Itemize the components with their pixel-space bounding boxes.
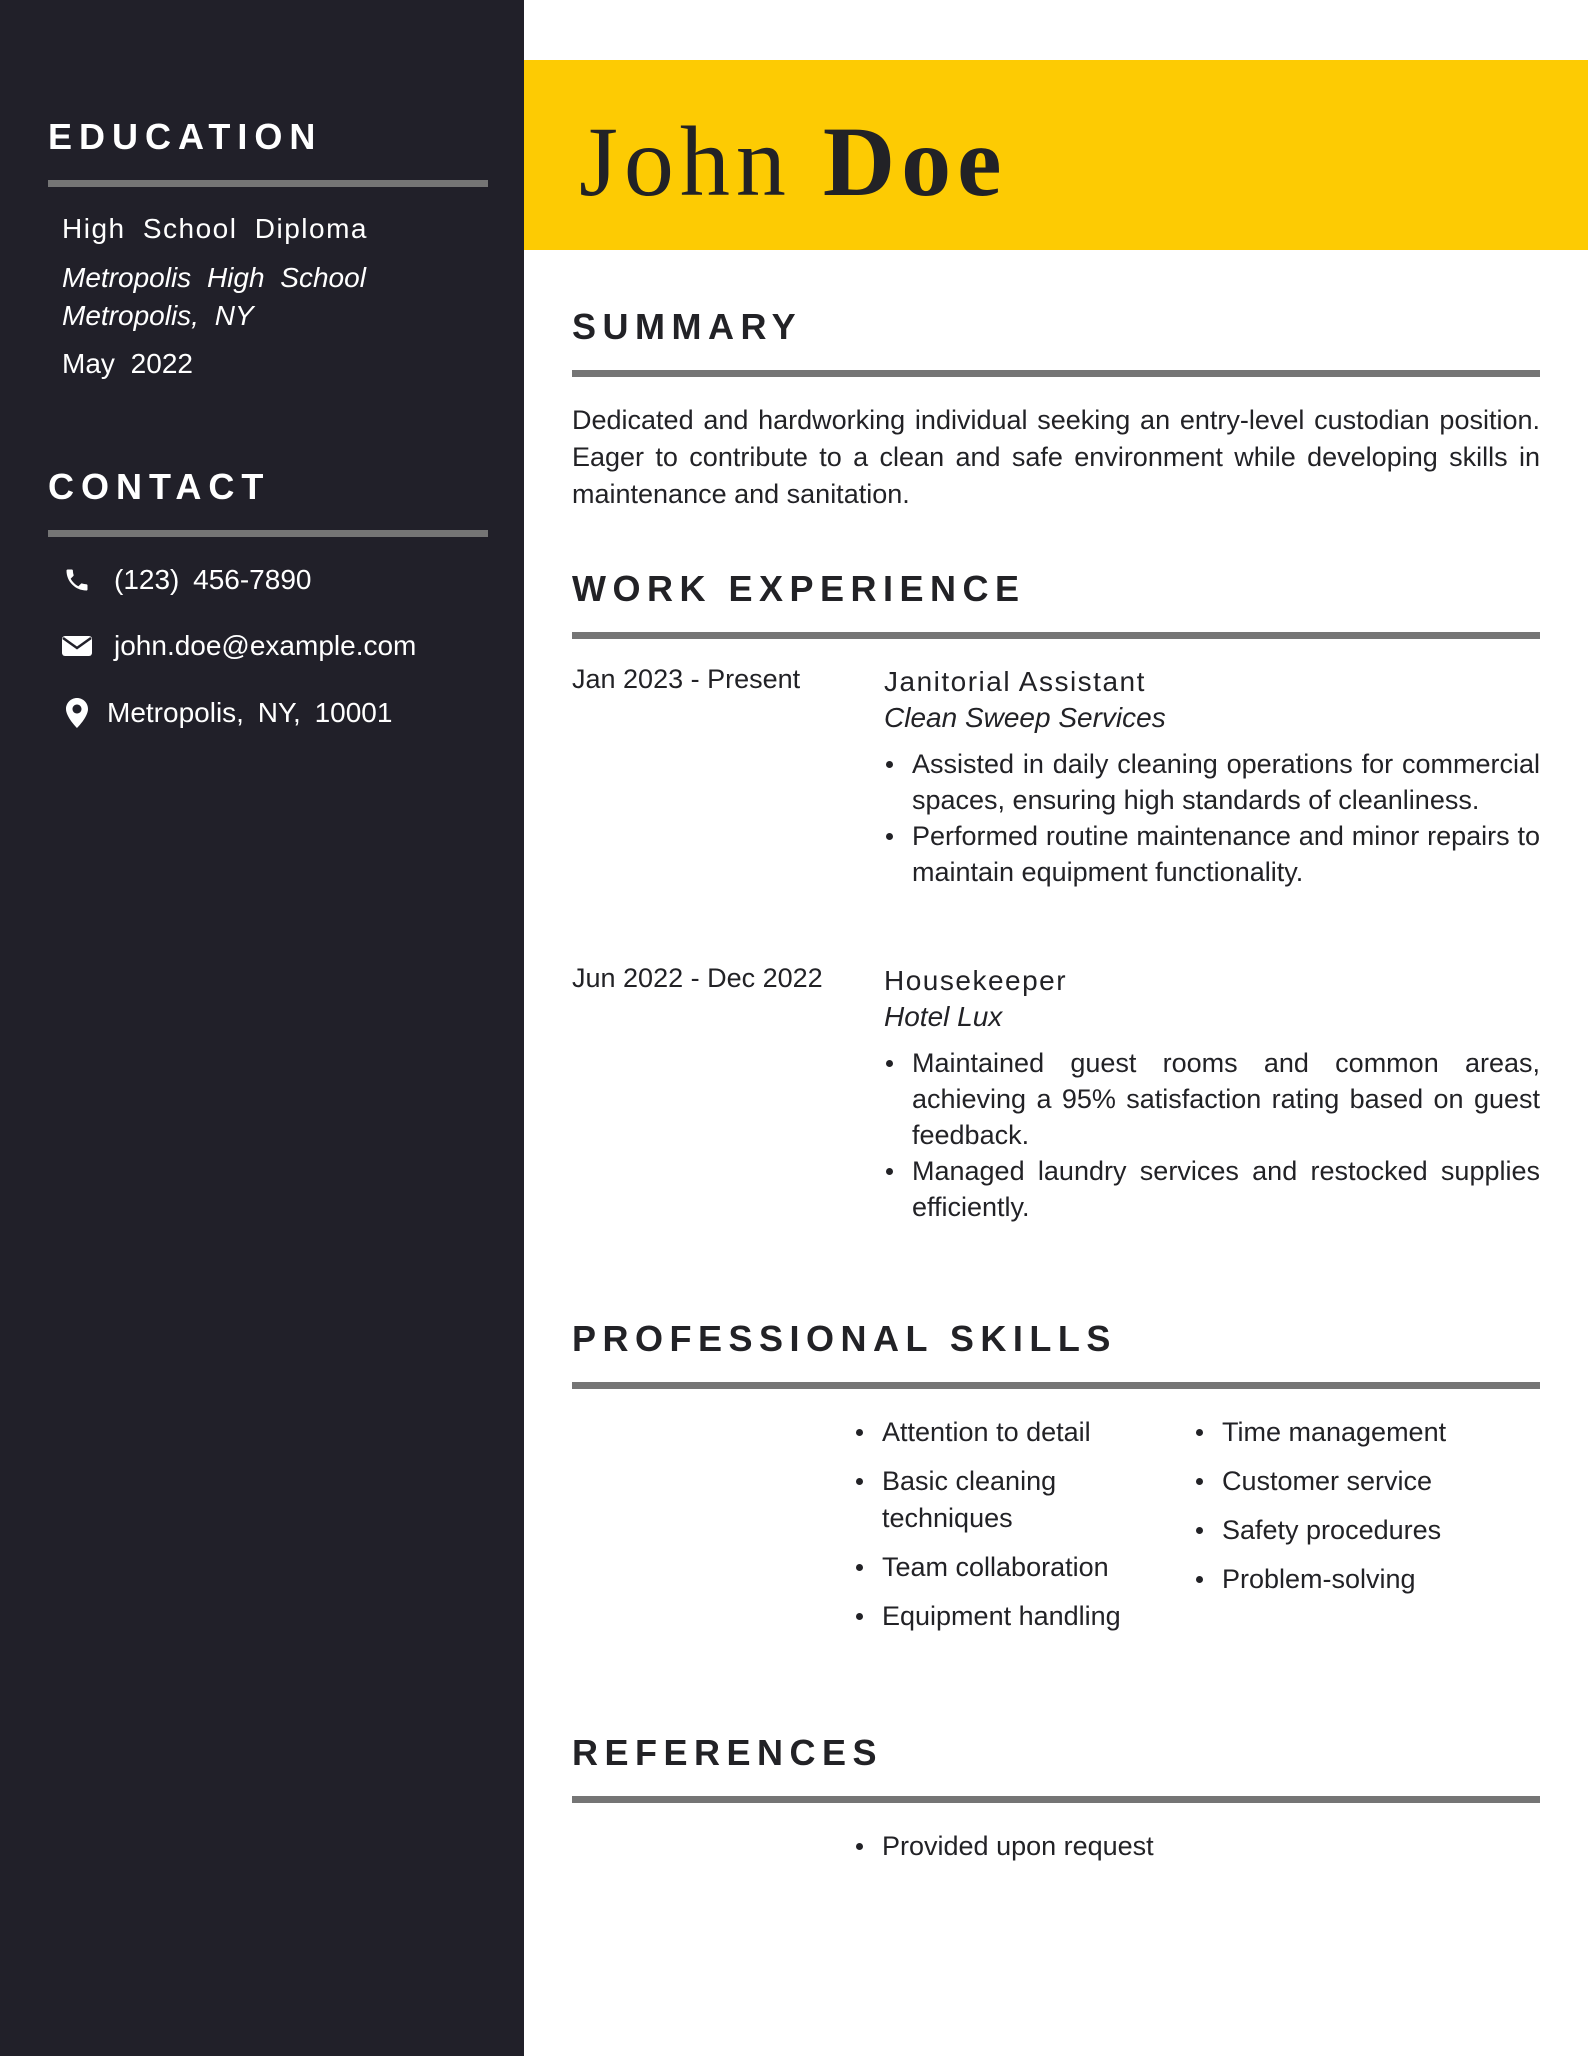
education-school: Metropolis High School bbox=[62, 262, 366, 293]
job-company: Clean Sweep Services bbox=[884, 702, 1166, 733]
job-dates: Jun 2022 - Dec 2022 bbox=[572, 963, 823, 993]
summary-heading: SUMMARY bbox=[572, 306, 803, 347]
location-pin-icon bbox=[62, 698, 92, 728]
education-divider bbox=[48, 180, 488, 187]
skill-item: Equipment handling bbox=[852, 1598, 1162, 1635]
summary-divider bbox=[572, 370, 1540, 377]
references-list bbox=[852, 1828, 1352, 1877]
phone-number[interactable]: (123) 456-7890 bbox=[114, 564, 312, 595]
education-location: Metropolis, NY bbox=[62, 300, 254, 331]
skills-heading: PROFESSIONAL SKILLS bbox=[572, 1318, 1117, 1359]
work-experience-heading: WORK EXPERIENCE bbox=[572, 568, 1026, 609]
skill-item: Problem-solving bbox=[1192, 1561, 1532, 1598]
summary-text: Dedicated and hardworking individual seeking an entry-level custodian position. Eager to contribute to a clean and safe environment while developing skills in maintenance and sanitation. bbox=[572, 405, 1540, 509]
email-address[interactable]: john.doe@example.com bbox=[114, 630, 417, 661]
job-title: Janitorial Assistant bbox=[884, 666, 1146, 697]
skill-item: Attention to detail bbox=[852, 1414, 1162, 1451]
skill-item: Team collaboration bbox=[852, 1549, 1162, 1586]
skill-item: Basic cleaning techniques bbox=[852, 1463, 1162, 1537]
job-details bbox=[884, 963, 1540, 1225]
envelope-icon bbox=[62, 631, 92, 661]
name-banner bbox=[524, 60, 1588, 250]
reference-item: Provided upon request bbox=[852, 1828, 1352, 1865]
skills-divider bbox=[572, 1382, 1540, 1389]
job-bullets bbox=[884, 746, 1540, 890]
job-company: Hotel Lux bbox=[884, 1001, 1003, 1032]
job-bullets bbox=[884, 1045, 1540, 1225]
job-bullet: Assisted in daily cleaning operations for commercial spaces, ensuring high standards of cleanliness. bbox=[884, 746, 1540, 818]
work-experience-divider bbox=[572, 632, 1540, 639]
references-divider bbox=[572, 1796, 1540, 1803]
education-date: May 2022 bbox=[62, 348, 193, 379]
job-title: Housekeeper bbox=[884, 965, 1068, 996]
skill-item: Safety procedures bbox=[1192, 1512, 1532, 1549]
job-bullet: Maintained guest rooms and common areas, achieving a 95% satisfaction rating based on guest feedback. bbox=[884, 1045, 1540, 1153]
phone-icon bbox=[62, 565, 92, 595]
skill-item: Time management bbox=[1192, 1414, 1532, 1451]
references-heading: REFERENCES bbox=[572, 1732, 884, 1773]
contact-phone bbox=[62, 560, 311, 600]
skills-column-1 bbox=[852, 1414, 1162, 1647]
first-name: John bbox=[579, 106, 792, 217]
education-degree: High School Diploma bbox=[62, 213, 368, 244]
contact-address bbox=[62, 693, 392, 733]
job-details bbox=[884, 664, 1540, 890]
contact-heading: CONTACT bbox=[48, 466, 271, 507]
job-bullet: Managed laundry services and restocked supplies efficiently. bbox=[884, 1153, 1540, 1225]
skills-column-2 bbox=[1192, 1414, 1532, 1610]
address: Metropolis, NY, 10001 bbox=[107, 697, 393, 728]
last-name: Doe bbox=[822, 106, 1008, 217]
skill-item: Customer service bbox=[1192, 1463, 1532, 1500]
contact-email bbox=[62, 626, 416, 666]
education-heading: EDUCATION bbox=[48, 116, 323, 157]
job-dates: Jan 2023 - Present bbox=[572, 664, 801, 694]
job-bullet: Performed routine maintenance and minor repairs to maintain equipment functionality. bbox=[884, 818, 1540, 890]
candidate-name bbox=[579, 106, 1008, 217]
sidebar bbox=[0, 0, 524, 2056]
contact-divider bbox=[48, 530, 488, 537]
